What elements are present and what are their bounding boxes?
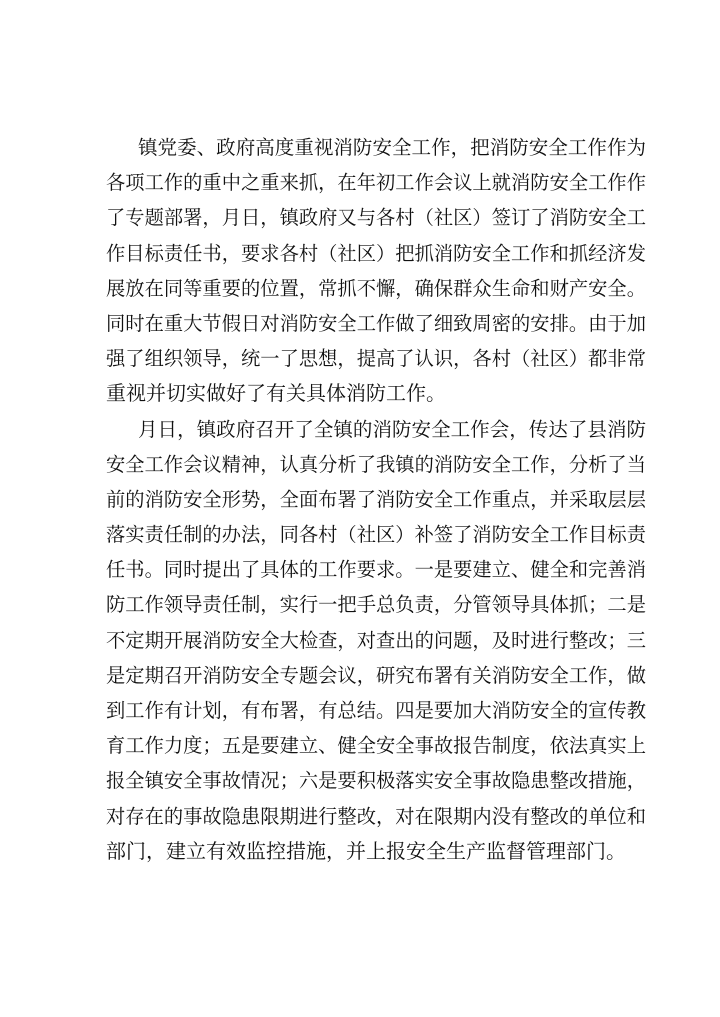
- paragraph-line: 展放在同等重要的位置，常抓不懈，确保群众生命和财产安全。: [106, 276, 646, 300]
- paragraph-1: [106, 130, 646, 412]
- paragraph-line: 重视并切实做好了有关具体消防工作。: [106, 381, 446, 406]
- paragraph-line: 到工作有计划，有布署，有总结。四是要加大消防安全的宣传教: [106, 699, 646, 722]
- paragraph-line: 同时在重大节假日对消防安全工作做了细致周密的安排。由于加: [106, 311, 646, 335]
- paragraph-line: 育工作力度；五是要建立、健全安全事故报告制度，依法真实上: [106, 734, 646, 758]
- paragraph-line: 了专题部署，月日，镇政府又与各村（社区）签订了消防安全工: [106, 206, 646, 230]
- paragraph-line: 各项工作的重中之重来抓，在年初工作会议上就消防安全工作作: [106, 171, 646, 195]
- paragraph-line: 落实责任制的办法，同各村（社区）补签了消防安全工作目标责: [106, 523, 646, 547]
- paragraph-line: 镇党委、政府高度重视消防安全工作，把消防安全工作作为: [138, 136, 646, 159]
- paragraph-2: [106, 412, 646, 869]
- paragraph-line: 安全工作会议精神，认真分析了我镇的消防安全工作，分析了当: [106, 452, 646, 476]
- paragraph-line: 前的消防安全形势，全面布署了消防安全工作重点，并采取层层: [106, 487, 646, 511]
- paragraph-line: 防工作领导责任制，实行一把手总负责，分管领导具体抓；二是: [106, 593, 646, 617]
- paragraph-line: 是定期召开消防安全专题会议，研究布署有关消防安全工作，做: [106, 663, 646, 687]
- paragraph-line: 报全镇安全事故情况；六是要积极落实安全事故隐患整改措施，: [106, 769, 646, 793]
- paragraph-line: 强了组织领导，统一了思想，提高了认识，各村（社区）都非常: [106, 347, 646, 371]
- document-body: [106, 130, 646, 869]
- paragraph-line: 作目标责任书，要求各村（社区）把抓消防安全工作和抓经济发: [106, 241, 646, 265]
- paragraph-line: 对存在的事故隐患限期进行整改，对在限期内没有整改的单位和: [106, 804, 646, 828]
- paragraph-line: 月日，镇政府召开了全镇的消防安全工作会，传达了县消防: [138, 417, 646, 441]
- paragraph-line: 任书。同时提出了具体的工作要求。一是要建立、健全和完善消: [106, 558, 646, 582]
- paragraph-line: 不定期开展消防安全大检查，对查出的问题，及时进行整改；三: [106, 628, 646, 652]
- paragraph-line: 部门，建立有效监控措施，并上报安全生产监督管理部门。: [106, 838, 626, 863]
